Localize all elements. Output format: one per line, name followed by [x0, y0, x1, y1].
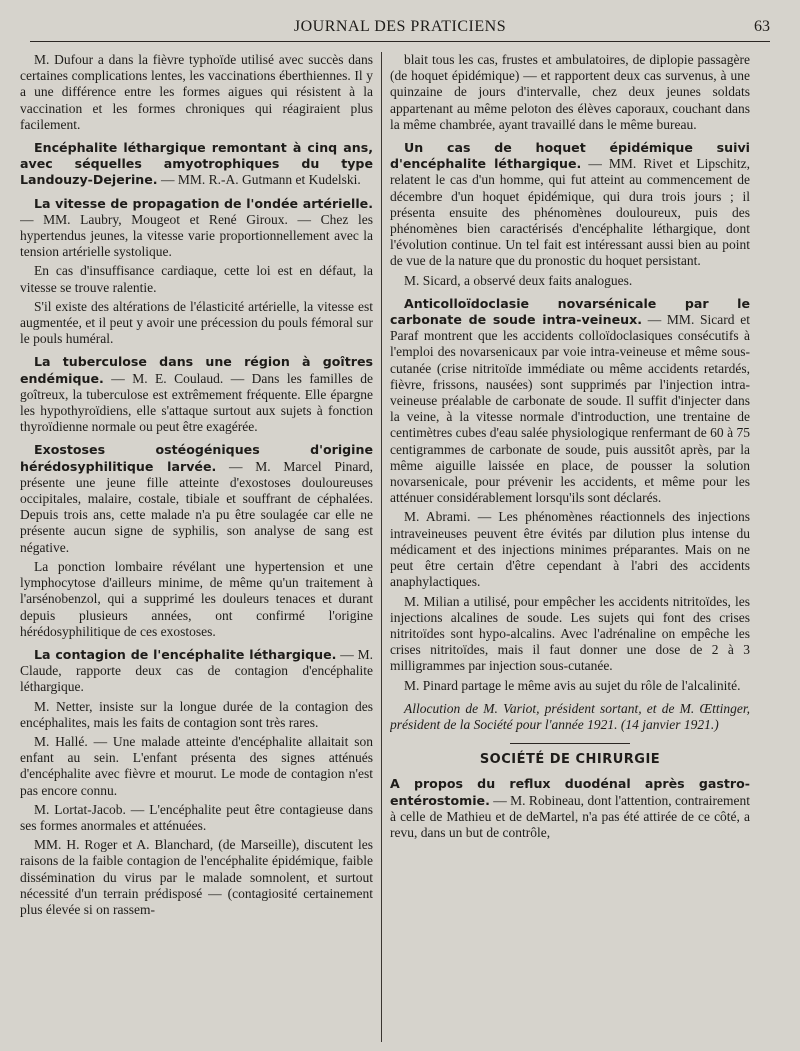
article	[20, 647, 373, 918]
article-paragraph: M. Lortat-Jacob. — L'encéphalite peut être contagieuse dans ses formes anormales et atténuées.	[20, 801, 373, 833]
article-lead	[390, 296, 750, 507]
article-paragraph: M. Sicard, a observé deux faits analogues.	[404, 272, 633, 288]
article-paragraph: M. Dufour a dans la fièvre typhoïde utilisé avec succès dans certaines complications lentes, les vaccinations éberthiennes. Il y a une différence entre les formes aigues qui résistent à la vaccination et les formes chroniques qui réagiraient plus facilement.	[20, 52, 373, 132]
article	[20, 52, 373, 133]
article-paragraph: En cas d'insuffisance cardiaque, cette loi est en défaut, la vitesse se trouve ralentie.	[20, 263, 373, 295]
article-heading: Anticolloïdoclasie novarsénicale par le carbonate de soude intra-veineux.	[390, 295, 750, 328]
article-paragraph: MM. H. Roger et A. Blanchard, (de Marseille), discutent les raisons de la faible contagion de l'encéphalite épidémique, faible dissémination du virus par le malade somnolent, et surtout nécessité d'un terrain prédisposé — (contagiosité certainement plus élevée si on rassem-	[20, 837, 373, 917]
article	[20, 140, 373, 189]
article	[390, 52, 750, 133]
article-heading: Exostoses ostéogéniques d'origine hérédosyphilitique larvée.	[20, 442, 373, 474]
article	[390, 140, 750, 289]
article-heading: Encéphalite léthargique remontant à cinq ans, avec séquelles amyotrophiques du type Landouzy-Dejerine.	[20, 140, 373, 188]
section-rule	[510, 743, 630, 744]
article-heading: La vitesse de propagation de l'ondée artérielle.	[34, 195, 373, 211]
article-byline: — MM. Rivet et Lipschitz, relatent le cas d'un homme, qui fut atteint au commencement de décembre d'un hoquet épidémique, qui dura trois jours ; il présenta ensuite des phénomènes douloureux, puis des phénomènes bien caractérisés d'encéphalite léthargique, dont l'évolution continue. Un tel fait est intéressant aussi bien au point de vue de la nature que du pronostic du hoquet persistant.	[390, 156, 750, 269]
article-reflux-duodenal	[390, 776, 750, 841]
article-paragraph: M. Milian a utilisé, pour empêcher les accidents nitritoïdes, les injections alcalines de soude. Les sujets qui font des crises nitritoïdes sont hypo-alcalins. Avec l'adrénaline on empêche les crises nitritoïdes, mais il faut donner une dose de 2 à 3 milligrammes par injection sous-cutanée.	[390, 593, 750, 674]
article-byline: — M. Robineau, dont l'attention, contrairement à celle de Mathieu et de deMartel, n'a pas été attirée de ce côté, a revu, dans un but de contrôle,	[390, 792, 750, 840]
running-head	[30, 18, 770, 40]
article-lead	[20, 647, 373, 696]
article	[390, 296, 750, 694]
allocution-note	[390, 701, 750, 733]
article-paragraph: S'il existe des altérations de l'élasticité artérielle, la vitesse est augmentée, et il peut y avoir une précession du pouls fémoral sur le pouls huméral.	[20, 298, 373, 347]
article-lead	[390, 140, 750, 270]
article-paragraph: M. Abrami. — Les phénomènes réactionnels des injections intraveineuses peuvent être évités par dilution plus intense du médicament et des injections minimes préparantes. Mais on ne peut être certain d'être cependant à l'abri des accidents anaphylactiques.	[390, 509, 750, 590]
article-paragraph: M. Pinard partage le même avis au sujet du rôle de l'alcalinité.	[404, 677, 741, 693]
right-column	[390, 52, 750, 1047]
article-heading: La tuberculose dans une région à goîtres endémique.	[20, 354, 373, 386]
left-column	[20, 52, 373, 1047]
article-lead	[20, 442, 373, 555]
article-paragraph: M. Netter, insiste sur la longue durée de la contagion des encéphalites, mais les faits de contagion sont très rares.	[20, 698, 373, 730]
article-paragraph: M. Hallé. — Une malade atteinte d'encéphalite allaitait son enfant au sein. L'enfant présenta des signes atténués d'encéphalite avec fièvre et mourut. Le mode de contagion n'est pas encore connu.	[20, 733, 373, 798]
article-heading: Un cas de hoquet épidémique suivi d'encéphalite léthargique.	[390, 140, 750, 172]
page-number: 63	[754, 18, 770, 35]
article-byline: — M. Marcel Pinard, présente une jeune fille atteinte d'exostoses douloureuses occipitales, malaire, costale, tibiale et souffrant de céphalées. Depuis trois ans, cette malade n'a pu être soulagée car elle ne présente aucun signe de syphilis, son analyse de sang est négative.	[20, 458, 373, 555]
section-heading	[390, 743, 750, 768]
header-rule	[30, 41, 770, 42]
article-heading: A propos du reflux duodénal après gastro-entérostomie.	[390, 776, 750, 808]
article-byline: — M. Claude, rapporte deux cas de contagion d'encéphalite léthargique.	[20, 646, 373, 695]
article-lead	[20, 140, 373, 189]
article	[20, 354, 373, 435]
column-divider	[381, 52, 382, 1042]
article-byline: — MM. R.-A. Gutmann et Kudelski.	[157, 172, 361, 188]
article-lead	[20, 354, 373, 435]
article	[20, 196, 373, 348]
article-lead	[20, 196, 373, 261]
journal-title: JOURNAL DES PRATICIENS	[293, 18, 507, 35]
article-heading: La contagion de l'encéphalite léthargique.	[34, 646, 337, 662]
article-paragraph: blait tous les cas, frustes et ambulatoires, de diplopie passagère (de hoquet épidémique) — et rapportent deux cas survenus, à une quinzaine de jours d'intervalle, chez deux jeunes soldats appartenant au même peloton des élèves caporaux, couchant dans la même chambrée, ayant travaillé dans le même bureau.	[390, 52, 750, 132]
article-byline: — MM. Laubry, Mougeot et René Giroux. — Chez les hypertendus jeunes, la vitesse varie proportionnellement avec la tension artérielle systolique.	[20, 211, 373, 260]
section-title: SOCIÉTÉ DE CHIRURGIE	[479, 752, 661, 768]
article-paragraph: La ponction lombaire révélant une hypertension et une lymphocytose d'ailleurs minime, de même qu'un traitement à l'arsénobenzol, qui a supprimé les douleurs tenaces et durant depuis plusieurs années, ont confirmé l'origine hérédosyphilitique de ces exostoses.	[20, 558, 373, 639]
article	[20, 442, 373, 639]
article-byline: — M. E. Coulaud. — Dans les familles de goîtreux, la tuberculose est extrêmement fréquente. Elle épargne les hypothyroïdiens, elle s'attaque surtout aux sujets à fonction thyroïdienne normale ou peut être exagérée.	[20, 370, 373, 435]
allocution-text: Allocution de M. Variot, président sortant, et de M. Œttinger, président de la Société pour l'année 1921. (14 janvier 1921.)	[390, 700, 750, 732]
article-byline: — MM. Sicard et Paraf montrent que les accidents colloïdoclasiques consécutifs à l'emploi des novarsenicaux par voie intra-veineuse et même sous-cutanée (crise nitritoïde immédiate ou même accidents retardés, fièvre, frissons, nausées) sont supprimés par l'injection intra-veineuse préalable de carbonate de soude. Il suffit d'injecter dans la veine, à la vitesse normale d'introduction, une trentaine de centimètres cubes d'eau salée physiologique renfermant de 60 à 75 centigrammes de carbonate de soude, puis aussitôt après, par la même aiguille laissée en place, de pousser la solution novarsenicale, pour prévenir les accidents, et même pour les atténuer considérablement lorsqu'ils sont déclarés.	[390, 312, 750, 506]
right-articles	[390, 52, 750, 694]
